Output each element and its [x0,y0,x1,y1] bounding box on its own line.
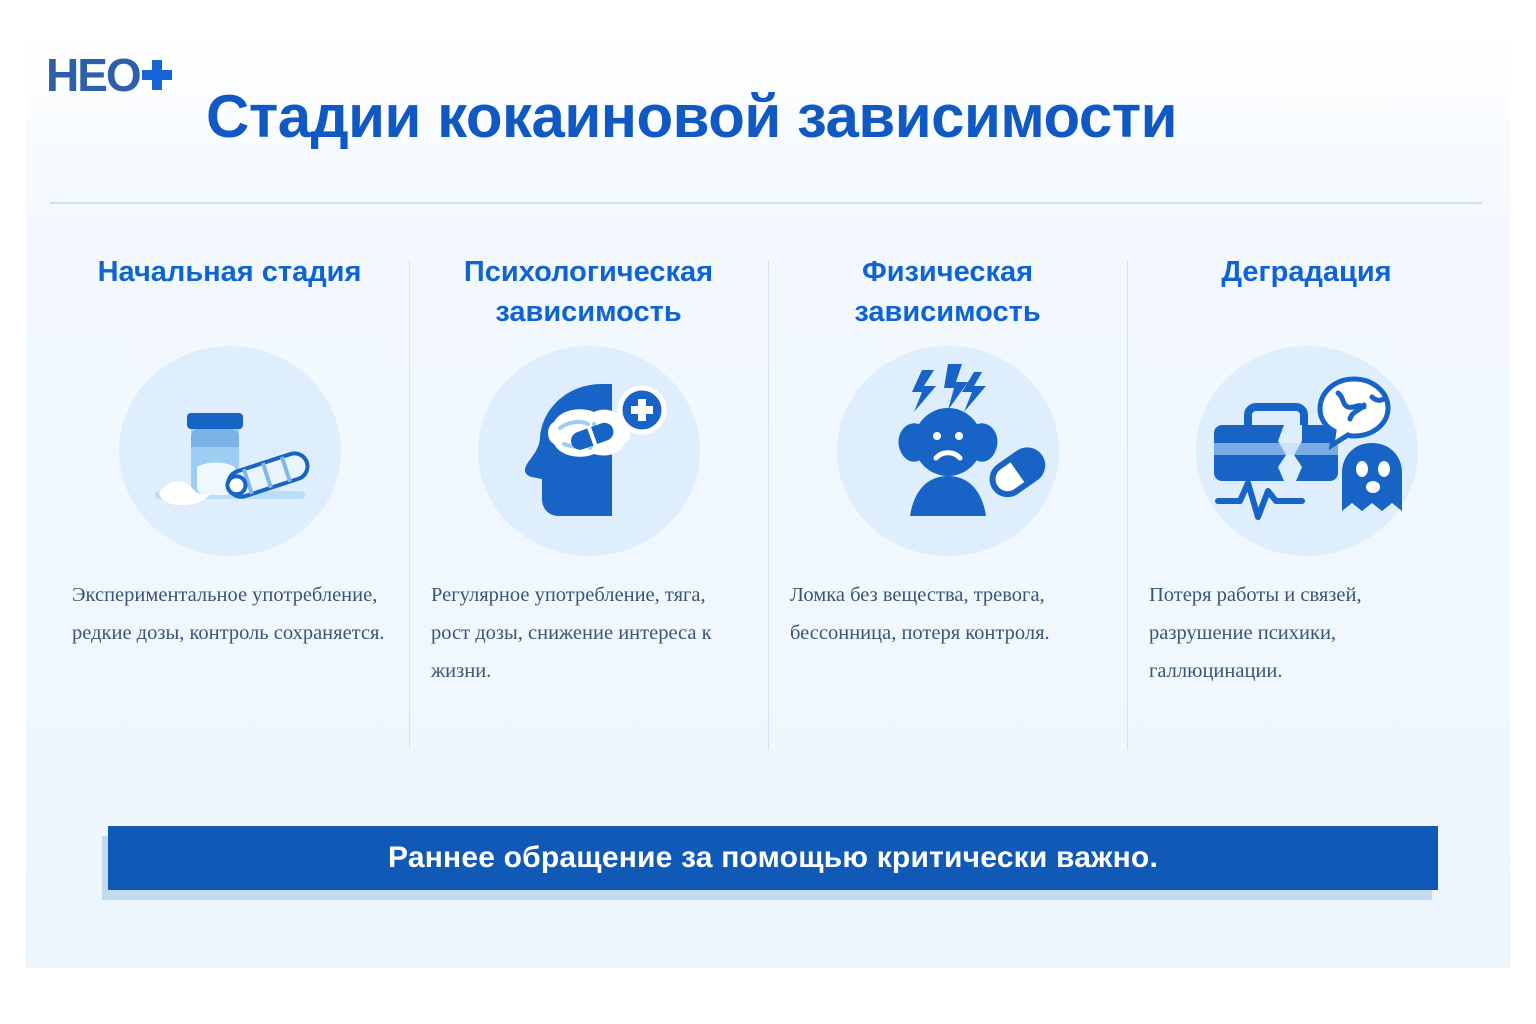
title-divider [50,202,1482,204]
stage-icon-wrap [1145,336,1468,566]
stage-description: Регулярное употребление, тяга, рост дозы, снижение интереса к жизни. [431,584,712,682]
stages-row [50,242,1486,772]
page-margin-top [0,0,1536,30]
brand-logo [46,49,172,101]
banner-text: Раннее обращение за помощью критически важно. [388,841,1158,874]
page-title: Стадии кокаиновой зависимости [206,83,1177,150]
stage-icon-wrap [427,336,750,566]
stage-card-4 [1127,242,1486,772]
stage-title: Деградация [1221,256,1392,288]
page-margin-left [0,0,26,1024]
stage-description: Потеря работы и связей, разрушение психики, галлюцинации. [1149,584,1362,682]
stage-card-1 [50,242,409,772]
plus-icon [142,60,172,90]
stage-icon-wrap [786,336,1109,566]
stage-card-2 [409,242,768,772]
poster-content [26,30,1510,968]
stage-title: Физическая зависимость [854,256,1041,328]
head-brain-craving-icon [478,346,700,556]
page-margin-bottom [0,968,1536,1024]
stage-description: Ломка без вещества, тревога, бессонница, потеря контроля. [790,584,1050,644]
stage-title: Психологическая зависимость [463,256,714,328]
pill-bottle-and-powder-icon [119,346,341,556]
stage-card-3 [768,242,1127,772]
person-headache-withdrawal-icon [837,346,1059,556]
call-to-action-banner [108,826,1438,890]
brand-name: HEO [46,49,140,101]
stage-title: Начальная стадия [97,256,362,288]
stage-description: Экспериментальное употребление, редкие дозы, контроль сохраняется. [72,584,385,644]
stage-icon-wrap [68,336,391,566]
broken-briefcase-and-ghost-icon [1196,346,1418,556]
page-margin-right [1510,0,1536,1024]
